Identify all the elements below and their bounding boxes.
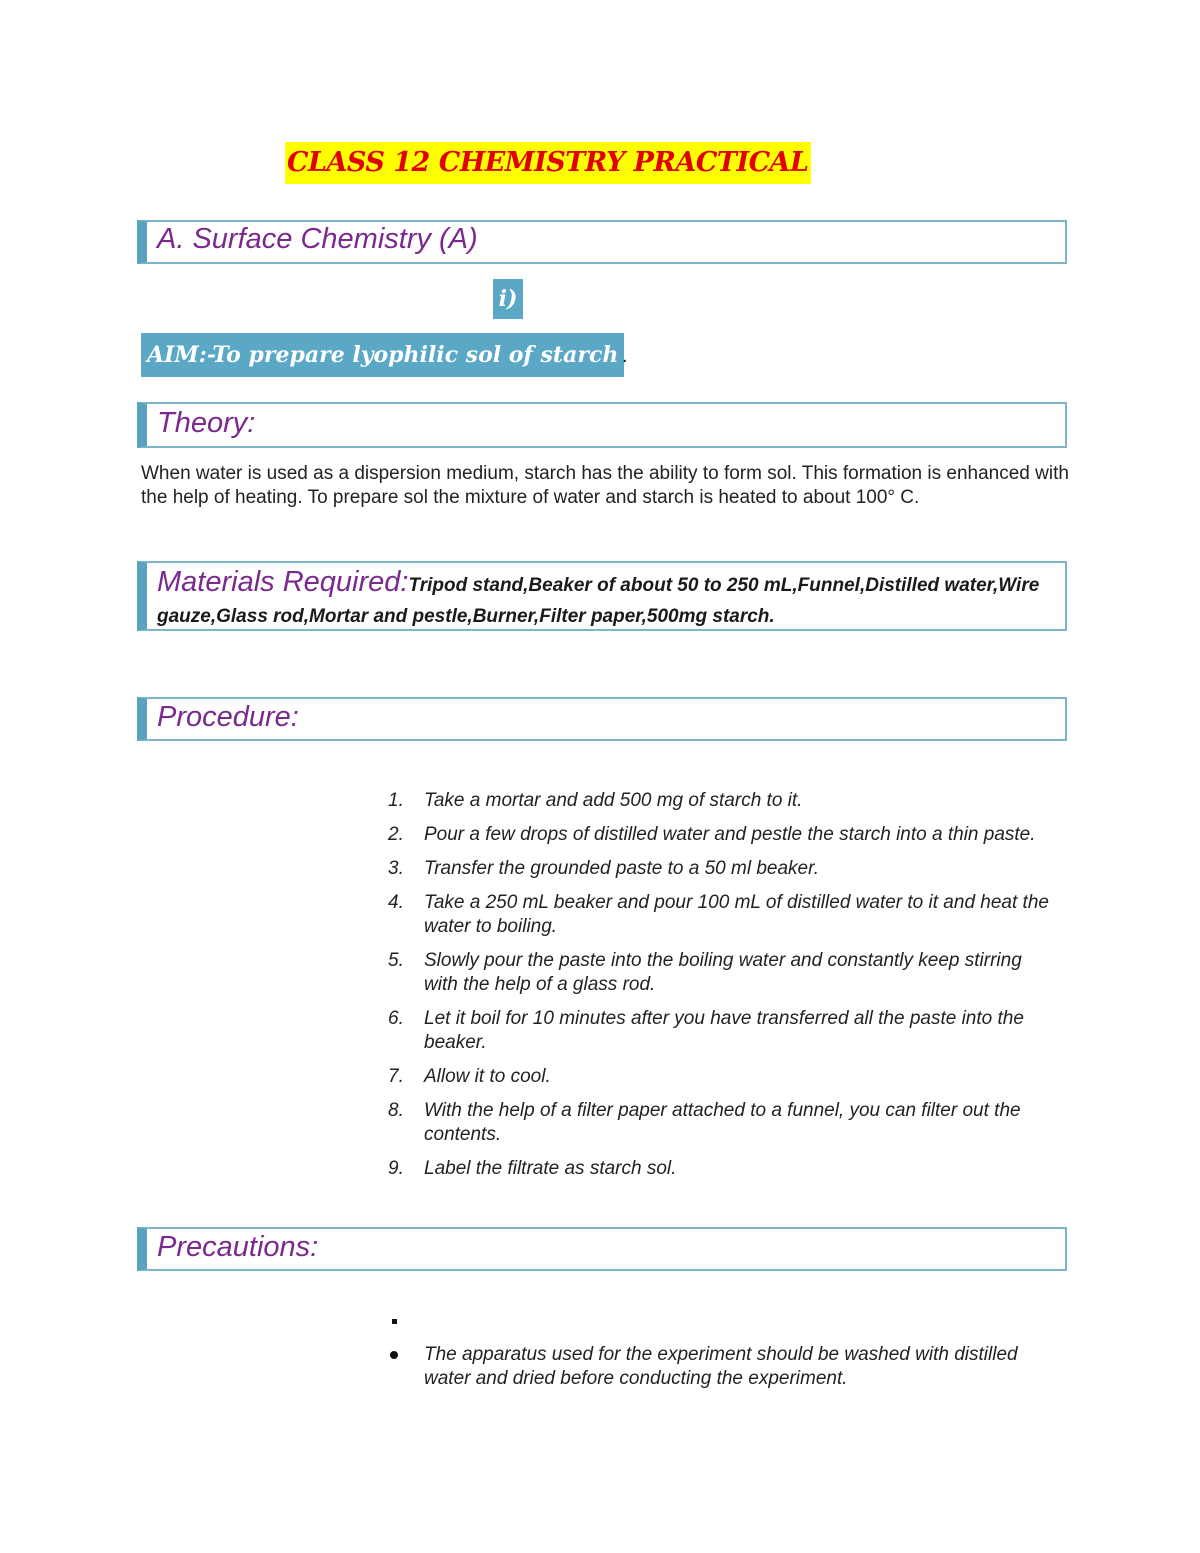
step-text: Label the filtrate as starch sol.	[424, 1158, 677, 1179]
step-text: Allow it to cool.	[424, 1066, 551, 1087]
theory-heading: Theory:	[157, 407, 256, 439]
step-number: 4.	[388, 892, 404, 913]
step-text: Pour a few drops of distilled water and pestle the starch into a thin paste.	[424, 824, 1036, 845]
step-number: 5.	[388, 950, 404, 971]
step-text: Let it boil for 10 minutes after you have transferred all the paste into the beaker.	[424, 1008, 1024, 1053]
materials-heading: Materials Required:	[157, 566, 409, 598]
precautions-list	[375, 1309, 1055, 1401]
list-item	[375, 1343, 1055, 1391]
materials-list: Tripod stand,Beaker of about 50 to 250 mL,Funnel,Distilled water,Wire gauze,Glass rod,Mortar and pestle,Burner,Filter paper,500mg starch.	[157, 575, 1040, 627]
step-text: Transfer the grounded paste to a 50 ml beaker.	[424, 858, 820, 879]
round-bullet-icon	[390, 1351, 398, 1359]
procedure-heading-box	[137, 697, 1067, 741]
list-item	[375, 857, 1055, 881]
step-number: 8.	[388, 1100, 404, 1121]
document-title: CLASS 12 CHEMISTRY PRACTICAL	[285, 142, 811, 184]
square-bullet-icon	[392, 1319, 397, 1324]
aim-banner: AIM:-To prepare lyophilic sol of starch	[141, 333, 624, 377]
precautions-heading-box	[137, 1227, 1067, 1271]
step-text: Take a mortar and add 500 mg of starch to it.	[424, 790, 803, 811]
section-a-heading: A. Surface Chemistry (A)	[157, 223, 478, 255]
aim-trailing-dot: .	[622, 345, 628, 367]
step-number: 6.	[388, 1008, 404, 1029]
theory-heading-box	[137, 402, 1067, 448]
procedure-heading: Procedure:	[157, 701, 299, 733]
section-a-heading-box	[137, 220, 1067, 264]
step-text: With the help of a filter paper attached to a funnel, you can filter out the contents.	[424, 1100, 1021, 1145]
list-item	[375, 949, 1055, 997]
step-number: 9.	[388, 1158, 404, 1179]
precautions-heading: Precautions:	[157, 1231, 319, 1263]
subsection-tag: i)	[493, 279, 523, 319]
step-number: 1.	[388, 790, 404, 811]
step-text: Slowly pour the paste into the boiling water and constantly keep stirring with the help of a glass rod.	[424, 950, 1022, 995]
list-item	[375, 1007, 1055, 1055]
theory-paragraph: When water is used as a dispersion medium, starch has the ability to form sol. This formation is enhanced with the help of heating. To prepare sol the mixture of water and starch is heated to about 100° C.	[141, 463, 1069, 508]
materials-text	[157, 567, 1057, 633]
list-item	[375, 1065, 1055, 1089]
procedure-steps-list	[375, 789, 1055, 1191]
materials-box	[137, 561, 1067, 631]
step-text: Take a 250 mL beaker and pour 100 mL of distilled water to it and heat the water to boiling.	[424, 892, 1049, 937]
list-item	[375, 1157, 1055, 1181]
list-item	[375, 1099, 1055, 1147]
list-item	[375, 789, 1055, 813]
step-number: 7.	[388, 1066, 404, 1087]
list-item	[375, 1309, 1055, 1333]
list-item	[375, 823, 1055, 847]
step-number: 3.	[388, 858, 404, 879]
precaution-text: The apparatus used for the experiment should be washed with distilled water and dried before conducting the experiment.	[424, 1344, 1018, 1389]
list-item	[375, 891, 1055, 939]
step-number: 2.	[388, 824, 404, 845]
